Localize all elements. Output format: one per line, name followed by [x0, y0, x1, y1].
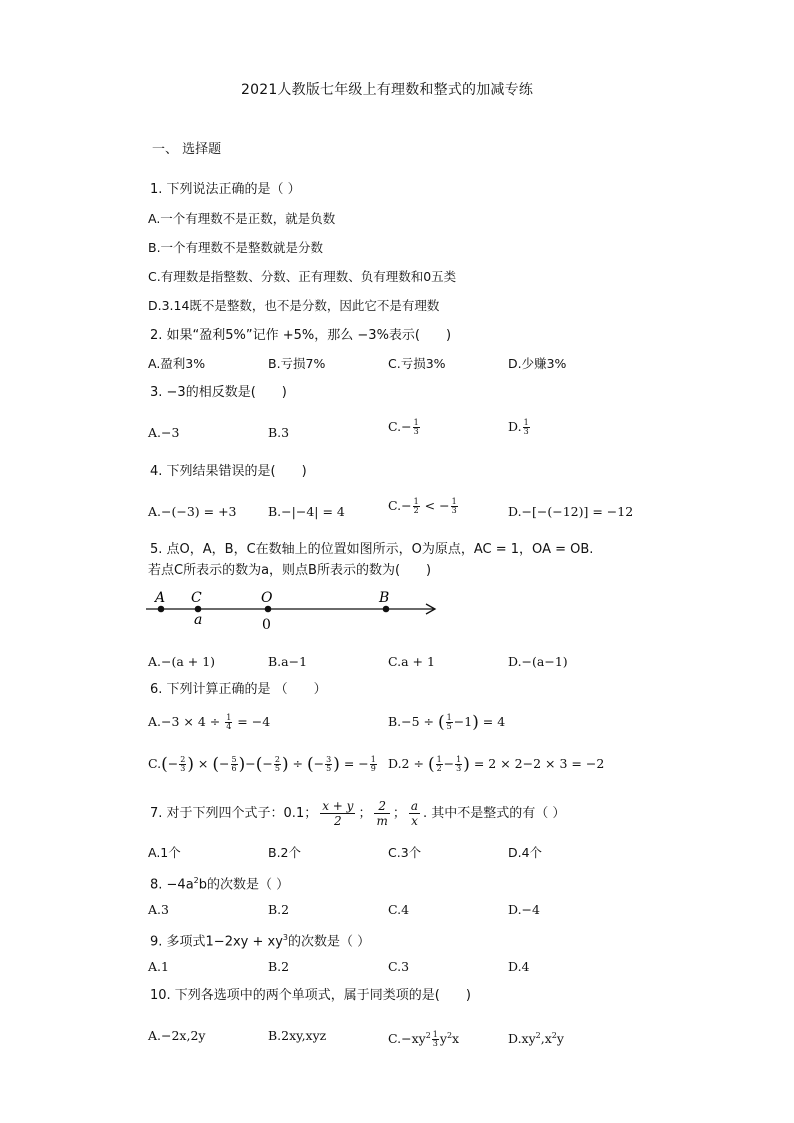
question-9-option-d: D.4 — [508, 959, 530, 974]
question-6-option-b: B.−5 ÷ ( $\frac{1}{5}$ −1) = 4 — [388, 712, 506, 733]
question-3-option-a: A.−3 — [148, 425, 180, 440]
question-7-option-a: A.1个 — [148, 845, 181, 860]
question-10-stem: 10. 下列各选项中的两个单项式，属于同类项的是( ) — [150, 988, 471, 1003]
point-b — [383, 606, 390, 613]
question-2-option-a: A.盈利3% — [148, 356, 206, 371]
question-6-option-d: D.2 ÷ ( $\frac{1}{2}$ − $\frac{1}{3}$ ) = 2 × 2−2 × 3 = −2 — [388, 754, 605, 775]
question-7-option-d: D.4个 — [508, 845, 543, 860]
question-10-option-a: A.−2x,2y — [148, 1028, 206, 1043]
question-4-option-a: A.−(−3) = +3 — [148, 504, 237, 519]
question-1-option-c: C.有理数是指整数、分数、正有理数、负有理数和0五类 — [148, 269, 457, 284]
question-9-stem: 9. 多项式$1-2xy + xy^3$的次数是（ ） — [150, 933, 371, 950]
question-2-option-b: B.亏损7% — [268, 356, 326, 371]
number-line-figure — [146, 586, 446, 636]
label-under-o: 0 — [262, 617, 271, 633]
question-3-option-d: D. $\frac{1}{3}$ — [508, 418, 529, 436]
question-3-option-b: B.3 — [268, 425, 290, 440]
label-under-c: a — [194, 612, 203, 628]
page-title: 2021人教版七年级上有理数和整式的加减专练 — [241, 82, 534, 98]
question-1-option-d: D.3.14既不是整数，也不是分数，因此它不是有理数 — [148, 298, 440, 313]
question-1-option-b: B.一个有理数不是整数就是分数 — [148, 240, 324, 255]
question-3-option-c: C.− $\frac{1}{3}$ — [388, 418, 419, 436]
question-5-option-b: B.a−1 — [268, 654, 308, 669]
question-8-option-c: C.4 — [388, 902, 410, 917]
question-7-stem: 7. 对于下列四个式子：0.1； $\frac{x + y}{2}$ ； $\frac{2}{m}$ ； $\frac{a}{x}$ . 其中不是整式的有（ ） — [150, 799, 566, 828]
question-5-option-c: C.a + 1 — [388, 654, 435, 669]
question-5-stem-line2: 若点C所表示的数为a，则点B所表示的数为( ) — [148, 563, 432, 578]
question-4-option-b: B.−|−4| = 4 — [268, 504, 345, 519]
question-1-option-a: A.一个有理数不是正数，就是负数 — [148, 211, 336, 226]
question-3-stem: 3. −3的相反数是( ) — [150, 385, 287, 400]
question-2-option-c: C.亏损3% — [388, 356, 446, 371]
question-10-option-c: $C.-xy^2$ $\frac{1}{3}$ $y^2x$ — [388, 1030, 460, 1049]
label-o: O — [261, 590, 273, 606]
question-4-option-c: C.− $\frac{1}{2}$ < − $\frac{1}{3}$ — [388, 497, 457, 515]
label-b: B — [379, 590, 390, 606]
question-4-stem: 4. 下列结果错误的是( ) — [150, 464, 307, 479]
question-8-option-d: D.−4 — [508, 902, 540, 917]
question-10-option-d: $D.xy^2,x^2y$ — [508, 1031, 564, 1047]
question-9-option-a: A.1 — [148, 959, 169, 974]
question-7-option-b: B.2个 — [268, 845, 302, 860]
question-2-option-d: D.少赚3% — [508, 356, 567, 371]
question-9-option-c: C.3 — [388, 959, 410, 974]
question-1-stem: 1. 下列说法正确的是（ ） — [150, 182, 301, 197]
section-heading: 一、 选择题 — [152, 142, 222, 157]
question-10-option-b: B.2xy,xyz — [268, 1028, 327, 1043]
point-a — [158, 606, 165, 613]
question-6-stem: 6. 下列计算正确的是 （ ） — [150, 682, 327, 697]
question-2-stem: 2. 如果“盈利5%”记作 +5%，那么 −3%表示( ) — [150, 328, 452, 343]
label-c: C — [191, 590, 202, 606]
question-6-option-a: A.−3 × 4 ÷ $\frac{1}{4}$ = −4 — [148, 713, 271, 731]
question-9-option-b: B.2 — [268, 959, 290, 974]
question-5-option-d: D.−(a−1) — [508, 654, 568, 669]
question-8-stem: 8. $-4a^2b$的次数是（ ） — [150, 876, 290, 893]
point-o — [265, 606, 272, 613]
question-6-option-c: C.(− $\frac{2}{3}$ ) × (− $\frac{5}{6}$ )−(− $\frac{2}{5}$ ) ÷ (− $\frac{3}{5}$ ) = − $\frac{1}{9}$ — [148, 754, 376, 775]
question-7-option-c: C.3个 — [388, 845, 422, 860]
question-4-option-d: D.−[−(−12)] = −12 — [508, 504, 634, 519]
question-8-option-b: B.2 — [268, 902, 290, 917]
question-5-stem-line1: 5. 点O，A，B，C在数轴上的位置如图所示，O为原点，AC = 1，OA = OB. — [150, 542, 594, 557]
label-a: A — [155, 590, 166, 606]
question-5-option-a: A.−(a + 1) — [148, 654, 216, 669]
question-8-option-a: A.3 — [148, 902, 169, 917]
